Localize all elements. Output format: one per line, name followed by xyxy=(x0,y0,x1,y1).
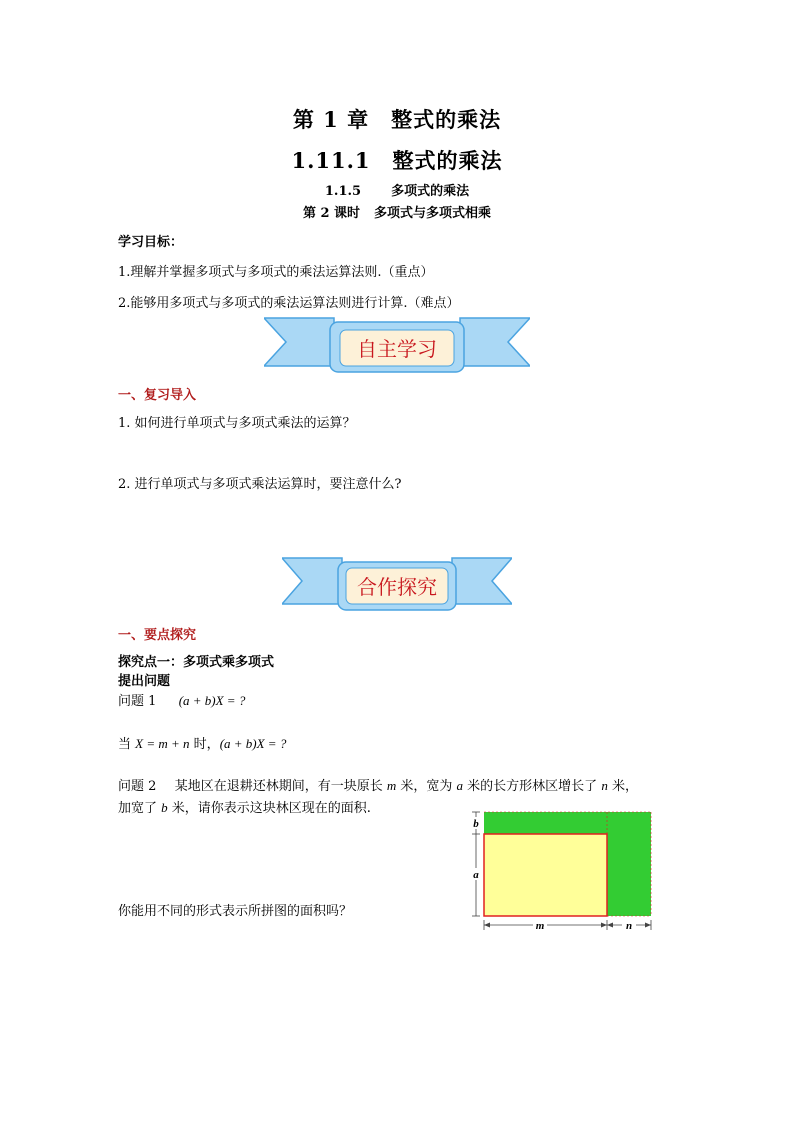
lesson-title xyxy=(0,202,794,221)
problem-2-line-1 xyxy=(118,775,638,794)
cooperative-banner-text: 合作探究 xyxy=(357,575,437,599)
subsection-name: 多项式的乘法 xyxy=(391,184,470,199)
cooperative-banner xyxy=(282,556,512,612)
problem-1-label: 问题 1 xyxy=(118,694,157,709)
area-diagram xyxy=(470,808,660,934)
var-n: n xyxy=(601,778,608,793)
label-n: n xyxy=(625,920,633,932)
objectives-heading: 学习目标： xyxy=(118,235,184,250)
problem-2-label: 问题 2 xyxy=(118,779,157,794)
explore-heading: 一、要点探究 xyxy=(118,628,197,643)
lesson-number: 第 2 课时 xyxy=(302,206,361,221)
label-a: a xyxy=(473,869,479,881)
review-question-1: 1. 如何进行单项式与多项式乘法的运算？ xyxy=(118,416,356,431)
problem-2-text-c: 米的长方形林区增长了 xyxy=(467,779,598,794)
objective-item-2: 2.能够用多项式与多项式的乘法运算法则进行计算.（难点） xyxy=(118,296,460,311)
objective-item-1: 1.理解并掌握多项式与多项式的乘法运算法则.（重点） xyxy=(118,265,434,280)
label-m: m xyxy=(535,920,545,932)
problem-1-expression: (a + b)X = ? xyxy=(178,693,246,708)
raise-question-label: 提出问题 xyxy=(118,674,171,689)
when-prefix: 当 xyxy=(118,737,132,752)
problem-2-text-e: 加宽了 xyxy=(118,801,158,816)
lesson-name: 多项式与多项式相乘 xyxy=(374,206,492,221)
problem-2-text-f: 米，请你表示这块林区现在的面积. xyxy=(171,801,371,816)
subsection-number: 1.1.5 xyxy=(324,184,362,199)
var-b: b xyxy=(161,800,168,815)
problem-1 xyxy=(118,690,245,709)
problem-1-followup xyxy=(118,733,286,752)
subsection-title xyxy=(0,180,794,199)
explore-point-title: 探究点一：多项式乘多项式 xyxy=(118,655,275,670)
review-heading: 一、复习导入 xyxy=(118,388,197,403)
when-expression: X = m + n xyxy=(135,736,190,751)
problem-2-text-d: 米， xyxy=(611,779,638,794)
chapter-title: 第 1 章 整式的乘法 xyxy=(292,107,502,132)
green-top-strip xyxy=(484,812,651,834)
label-b: b xyxy=(473,818,479,830)
yellow-rectangle xyxy=(484,834,607,916)
section-title: 1.11.1 整式的乘法 xyxy=(291,148,503,173)
problem-2-line-2 xyxy=(118,797,371,816)
var-a: a xyxy=(456,778,464,793)
green-right-strip xyxy=(607,834,651,916)
problem-2-text-b: 米，宽为 xyxy=(400,779,453,794)
when-expression-2: (a + b)X = ? xyxy=(219,736,287,751)
var-m: m xyxy=(386,778,397,793)
self-study-banner xyxy=(264,316,530,374)
question-3: 你能用不同的形式表示所拼图的面积吗？ xyxy=(118,904,353,919)
problem-2-text-a: 某地区在退耕还林期间，有一块原长 xyxy=(174,779,383,794)
self-study-banner-text: 自主学习 xyxy=(357,337,437,361)
when-middle: 时， xyxy=(193,737,220,752)
review-question-2: 2. 进行单项式与多项式乘法运算时，要注意什么? xyxy=(118,477,402,492)
